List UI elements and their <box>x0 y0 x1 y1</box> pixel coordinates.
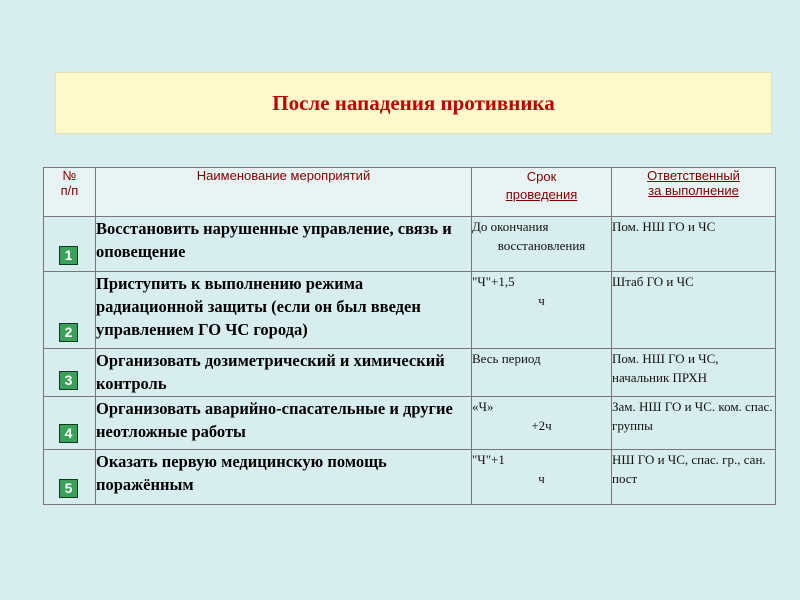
row-responsible: Пом. НШ ГО и ЧС, начальник ПРХН <box>612 349 776 397</box>
row-term-line: ч <box>538 471 545 486</box>
row-responsible: Штаб ГО и ЧС <box>612 272 776 349</box>
header-responsible-line2: за выполнение <box>648 183 739 198</box>
measures-table <box>43 167 776 505</box>
table-header-row <box>44 168 776 217</box>
row-number-badge: 3 <box>59 371 78 390</box>
row-term-line: «Ч» <box>472 399 494 414</box>
row-number-badge: 5 <box>59 479 78 498</box>
header-term-line1: Срок <box>526 169 557 184</box>
row-term <box>472 217 612 272</box>
row-term-line: Весь период <box>472 351 541 366</box>
row-responsible: Пом. НШ ГО и ЧС <box>612 217 776 272</box>
row-responsible: Зам. НШ ГО и ЧС. ком. спас. группы <box>612 397 776 450</box>
row-number-cell <box>44 450 96 505</box>
page-title: После нападения противника <box>272 90 555 115</box>
header-responsible-line1: Ответственный <box>647 168 740 183</box>
row-term-line: До окончания <box>472 219 549 234</box>
header-number-abbr: п/п <box>60 183 79 198</box>
table-row <box>44 272 776 349</box>
row-term-line: +2ч <box>531 418 552 433</box>
table-row <box>44 397 776 450</box>
row-term <box>472 272 612 349</box>
row-number-cell <box>44 349 96 397</box>
row-action: Организовать дозиметрический и химический контроль <box>96 349 472 397</box>
row-number-badge: 2 <box>59 323 78 342</box>
header-number-symbol: № <box>62 168 77 183</box>
title-box <box>55 72 772 134</box>
header-term-line2: проведения <box>505 187 578 202</box>
table-row <box>44 349 776 397</box>
row-number-badge: 1 <box>59 246 78 265</box>
row-action: Приступить к выполнению режима радиационной защиты (если он был введен управлением ГО ЧС города) <box>96 272 472 349</box>
row-term-line: "Ч"+1,5 <box>472 274 515 289</box>
row-responsible: НШ ГО и ЧС, спас. гр., сан. пост <box>612 450 776 505</box>
row-number-cell <box>44 272 96 349</box>
row-action: Организовать аварийно-спасательные и другие неотложные работы <box>96 397 472 450</box>
row-term <box>472 450 612 505</box>
header-responsible <box>612 168 776 217</box>
table-row <box>44 217 776 272</box>
header-number <box>44 168 96 217</box>
row-action: Оказать первую медицинскую помощь поражённым <box>96 450 472 505</box>
row-term <box>472 349 612 397</box>
row-term-line: восстановления <box>497 238 586 253</box>
table-body <box>44 217 776 505</box>
row-action: Восстановить нарушенные управление, связь и оповещение <box>96 217 472 272</box>
row-term-line: ч <box>538 293 545 308</box>
row-term-line: "Ч"+1 <box>472 452 505 467</box>
header-term <box>472 168 612 217</box>
row-number-cell <box>44 397 96 450</box>
row-term <box>472 397 612 450</box>
row-number-cell <box>44 217 96 272</box>
row-number-badge: 4 <box>59 424 78 443</box>
table-row <box>44 450 776 505</box>
header-action: Наименование мероприятий <box>96 168 472 217</box>
